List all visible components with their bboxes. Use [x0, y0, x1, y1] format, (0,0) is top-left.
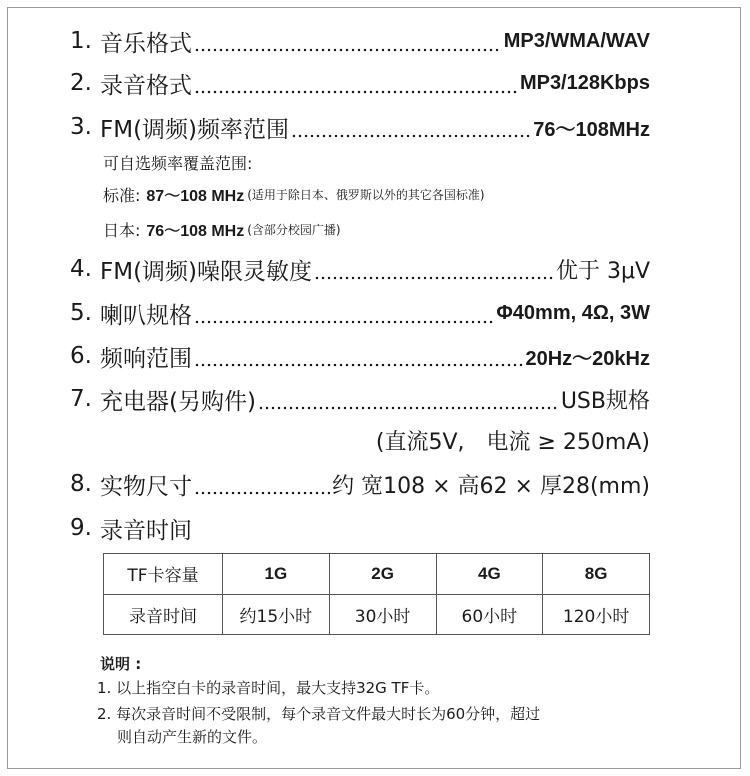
- recording-time-heading: [70, 511, 192, 545]
- spec-label: FM(调频)频率范围: [100, 116, 290, 143]
- charger-detail: [365, 423, 650, 457]
- spec-dimensions: [70, 467, 650, 501]
- recording-time-title: 录音时间: [100, 517, 192, 544]
- spec-label: FM(调频)噪限灵敏度: [100, 258, 313, 285]
- table-cell: 120小时: [543, 594, 650, 635]
- spec-label: 充电器(另购件): [100, 388, 256, 415]
- dot-leader: [194, 70, 518, 96]
- spec-value: MP3/WMA/WAV: [503, 29, 650, 52]
- notes-title: 说明 :: [100, 655, 142, 673]
- fm-japan-value: 76～108 MHz: [146, 222, 245, 240]
- spec-number: 6.: [70, 343, 92, 369]
- spec-number: 2.: [70, 70, 92, 96]
- table-header-cell: 录音时间: [104, 594, 223, 635]
- dot-leader: [194, 471, 330, 497]
- table-row: [104, 594, 650, 635]
- dot-leader: [258, 386, 559, 412]
- spec-value: 20Hz～20kHz: [525, 347, 650, 370]
- spec-value: USB规格: [560, 388, 650, 414]
- spec-record-format: [70, 66, 650, 100]
- spec-number: 8.: [70, 471, 92, 497]
- spec-speaker: [70, 296, 650, 330]
- fm-standard-label: 标准:: [103, 185, 141, 205]
- spec-label: 实物尺寸: [100, 473, 192, 500]
- dot-leader: [194, 300, 494, 326]
- spec-label: 喇叭规格: [100, 302, 192, 329]
- spec-number: 5.: [70, 300, 92, 326]
- dot-leader: [194, 343, 523, 369]
- fm-standard-value: 87～108 MHz: [146, 187, 245, 205]
- charger-voltage: (直流5V,: [375, 429, 465, 455]
- table-cell: 约15小时: [223, 594, 330, 635]
- spec-number: 4.: [70, 256, 92, 282]
- note-item: 2. 每次录音时间不受限制，每个录音文件最大时长为60分钟，超过: [97, 705, 541, 723]
- spec-value: MP3/128Kbps: [519, 71, 650, 94]
- table-row: [104, 554, 650, 595]
- spec-fm-range: [70, 110, 650, 144]
- fm-selectable-range: [103, 150, 252, 174]
- spec-charger: [70, 382, 650, 416]
- fm-standard-range: [103, 182, 485, 206]
- spec-music-format: [70, 24, 650, 58]
- dot-leader: [194, 28, 502, 54]
- spec-number: 3.: [70, 114, 92, 140]
- table-cell: 30小时: [329, 594, 436, 635]
- table-cell: 2G: [329, 554, 436, 595]
- spec-value: 约 宽108 × 高62 × 厚28(mm): [332, 473, 650, 499]
- spec-label: 音乐格式: [100, 30, 192, 57]
- charger-current: 电流 ≥ 250mA): [486, 429, 650, 455]
- recording-time-table: [103, 553, 650, 635]
- note-item: 1. 以上指空白卡的录音时间，最大支持32G TF卡。: [97, 679, 440, 697]
- fm-japan-note: (含部分校园广播): [247, 222, 341, 237]
- spec-fm-sensitivity: [70, 252, 650, 286]
- spec-number: 1.: [70, 28, 92, 54]
- spec-label: 录音格式: [100, 72, 192, 99]
- fm-standard-note: (适用于除日本、俄罗斯以外的其它各国标准): [247, 187, 485, 202]
- table-cell: 1G: [223, 554, 330, 595]
- dot-leader: [314, 256, 554, 282]
- spec-value: 优于 3μV: [555, 258, 650, 284]
- spec-number: 9.: [70, 515, 92, 541]
- fm-japan-label: 日本:: [103, 220, 141, 240]
- table-cell: 8G: [543, 554, 650, 595]
- table-cell: 60小时: [436, 594, 543, 635]
- table-cell: 4G: [436, 554, 543, 595]
- fm-japan-range: [103, 217, 341, 241]
- dot-leader: [291, 114, 531, 140]
- table-header-cell: TF卡容量: [104, 554, 223, 595]
- spec-frequency-response: [70, 339, 650, 373]
- spec-number: 7.: [70, 386, 92, 412]
- spec-value: 76～108MHz: [533, 118, 650, 141]
- fm-selectable-text: 可自选频率覆盖范围:: [103, 153, 253, 173]
- spec-value: Φ40mm, 4Ω, 3W: [496, 301, 650, 324]
- note-item: 则自动产生新的文件。: [117, 728, 268, 746]
- spec-label: 频响范围: [100, 345, 192, 372]
